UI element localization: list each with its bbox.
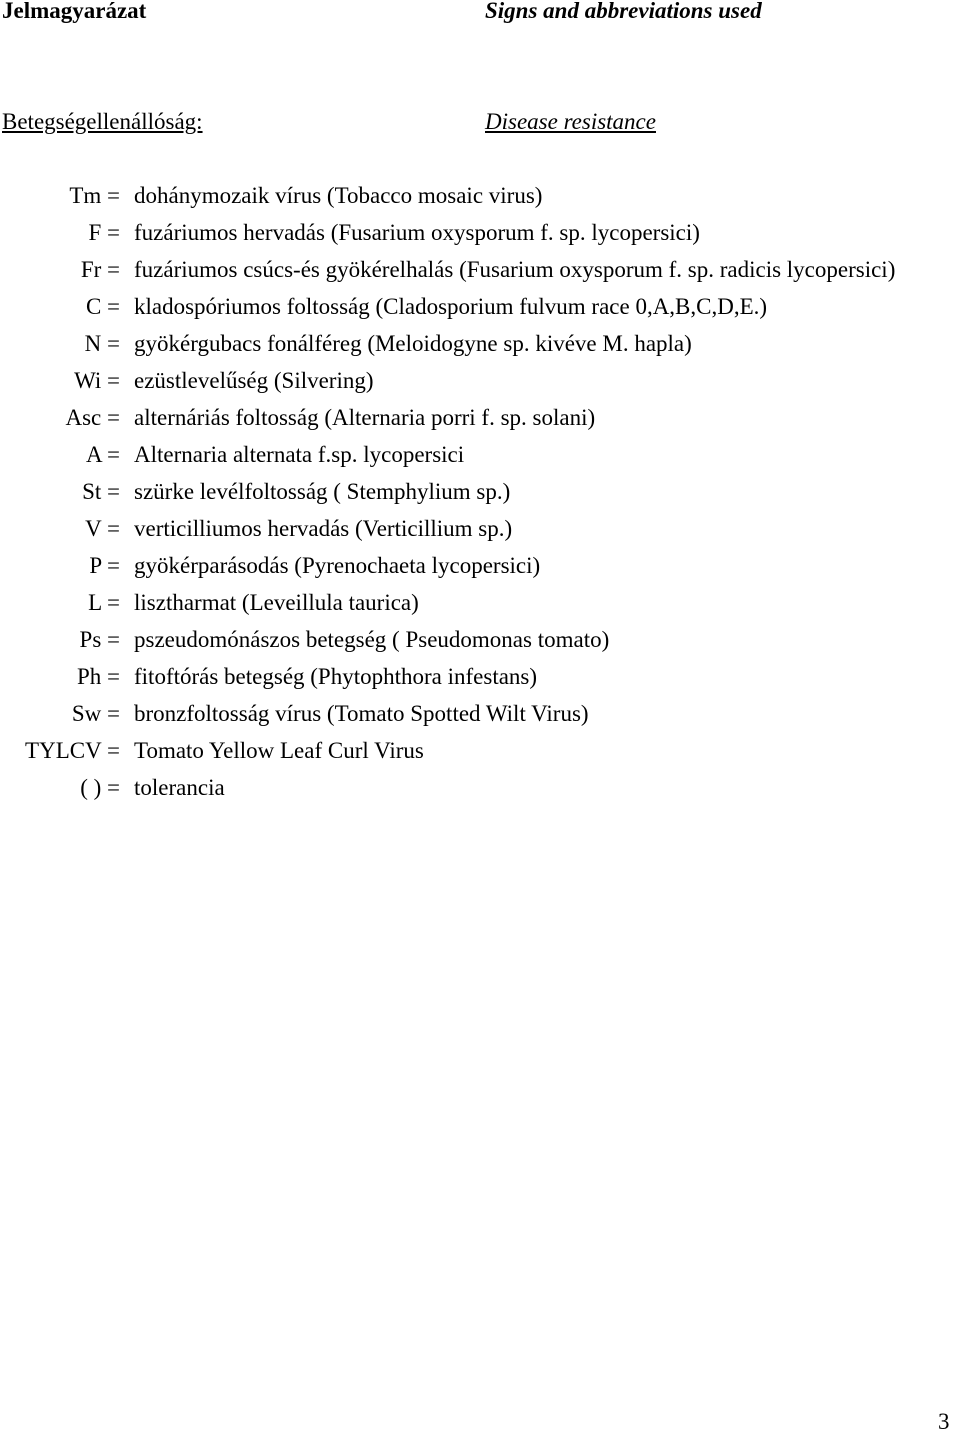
- legend-row: [0, 181, 960, 218]
- page-title-english: Signs and abbreviations used: [485, 0, 762, 23]
- legend-abbreviation: Asc =: [65, 405, 120, 430]
- legend-row: [0, 440, 960, 477]
- legend-definition: Tomato Yellow Leaf Curl Virus: [134, 738, 424, 763]
- legend-row: [0, 514, 960, 551]
- page-title-hungarian: Jelmagyarázat: [2, 0, 147, 23]
- legend-definition: fuzáriumos hervadás (Fusarium oxysporum f. sp. lycopersici): [134, 220, 700, 245]
- legend-row: [0, 662, 960, 699]
- legend-abbreviation: F =: [88, 220, 120, 245]
- legend-abbreviation: Fr =: [80, 257, 120, 282]
- legend-definition: alternáriás foltosság (Alternaria porri f. sp. solani): [134, 405, 596, 430]
- legend-definition: gyökérparásodás (Pyrenochaeta lycopersici): [134, 553, 541, 578]
- legend-row: [0, 588, 960, 625]
- page-number: 3: [938, 1409, 950, 1434]
- legend-definition: bronzfoltosság vírus (Tomato Spotted Wilt Virus): [134, 701, 589, 726]
- abbreviation-list: [0, 181, 960, 810]
- legend-definition: fitoftórás betegség (Phytophthora infestans): [134, 664, 538, 689]
- legend-row: [0, 736, 960, 773]
- legend-row: [0, 366, 960, 403]
- legend-abbreviation: Tm =: [69, 183, 120, 208]
- legend-definition: gyökérgubacs fonálféreg (Meloidogyne sp. kivéve M. hapla): [134, 331, 692, 356]
- legend-abbreviation: N =: [84, 331, 120, 356]
- legend-definition: tolerancia: [134, 775, 225, 800]
- legend-definition: Alternaria alternata f.sp. lycopersici: [134, 442, 465, 467]
- legend-row: [0, 255, 960, 292]
- legend-row: [0, 403, 960, 440]
- legend-row: [0, 773, 960, 810]
- legend-abbreviation: TYLCV =: [25, 738, 120, 763]
- legend-definition: dohánymozaik vírus (Tobacco mosaic virus): [134, 183, 543, 208]
- legend-abbreviation: Wi =: [74, 368, 120, 393]
- legend-row: [0, 329, 960, 366]
- legend-abbreviation: C =: [85, 294, 120, 319]
- legend-abbreviation: P =: [89, 553, 120, 578]
- legend-abbreviation: Ps =: [79, 627, 120, 652]
- legend-row: [0, 699, 960, 736]
- legend-definition: szürke levélfoltosság ( Stemphylium sp.): [134, 479, 511, 504]
- legend-definition: fuzáriumos csúcs-és gyökérelhalás (Fusarium oxysporum f. sp. radicis lycopersici): [134, 257, 896, 282]
- legend-definition: ezüstlevelűség (Silvering): [134, 368, 374, 393]
- legend-row: [0, 551, 960, 588]
- legend-abbreviation: L =: [88, 590, 120, 615]
- legend-row: [0, 477, 960, 514]
- legend-abbreviation: Ph =: [76, 664, 120, 689]
- legend-abbreviation: Sw =: [71, 701, 120, 726]
- legend-definition: verticilliumos hervadás (Verticillium sp.): [134, 516, 513, 541]
- section-heading-english: Disease resistance: [485, 109, 656, 134]
- legend-abbreviation: A =: [85, 442, 120, 467]
- legend-abbreviation: ( ) =: [80, 775, 120, 800]
- legend-definition: kladospóriumos foltosság (Cladosporium fulvum race 0,A,B,C,D,E.): [134, 294, 768, 319]
- legend-row: [0, 218, 960, 255]
- legend-abbreviation: St =: [82, 479, 120, 504]
- section-heading-hungarian: Betegségellenállóság:: [2, 109, 203, 134]
- legend-row: [0, 292, 960, 329]
- legend-row: [0, 625, 960, 662]
- legend-abbreviation: V =: [85, 516, 120, 541]
- legend-definition: pszeudomónászos betegség ( Pseudomonas tomato): [134, 627, 610, 652]
- legend-definition: lisztharmat (Leveillula taurica): [134, 590, 419, 615]
